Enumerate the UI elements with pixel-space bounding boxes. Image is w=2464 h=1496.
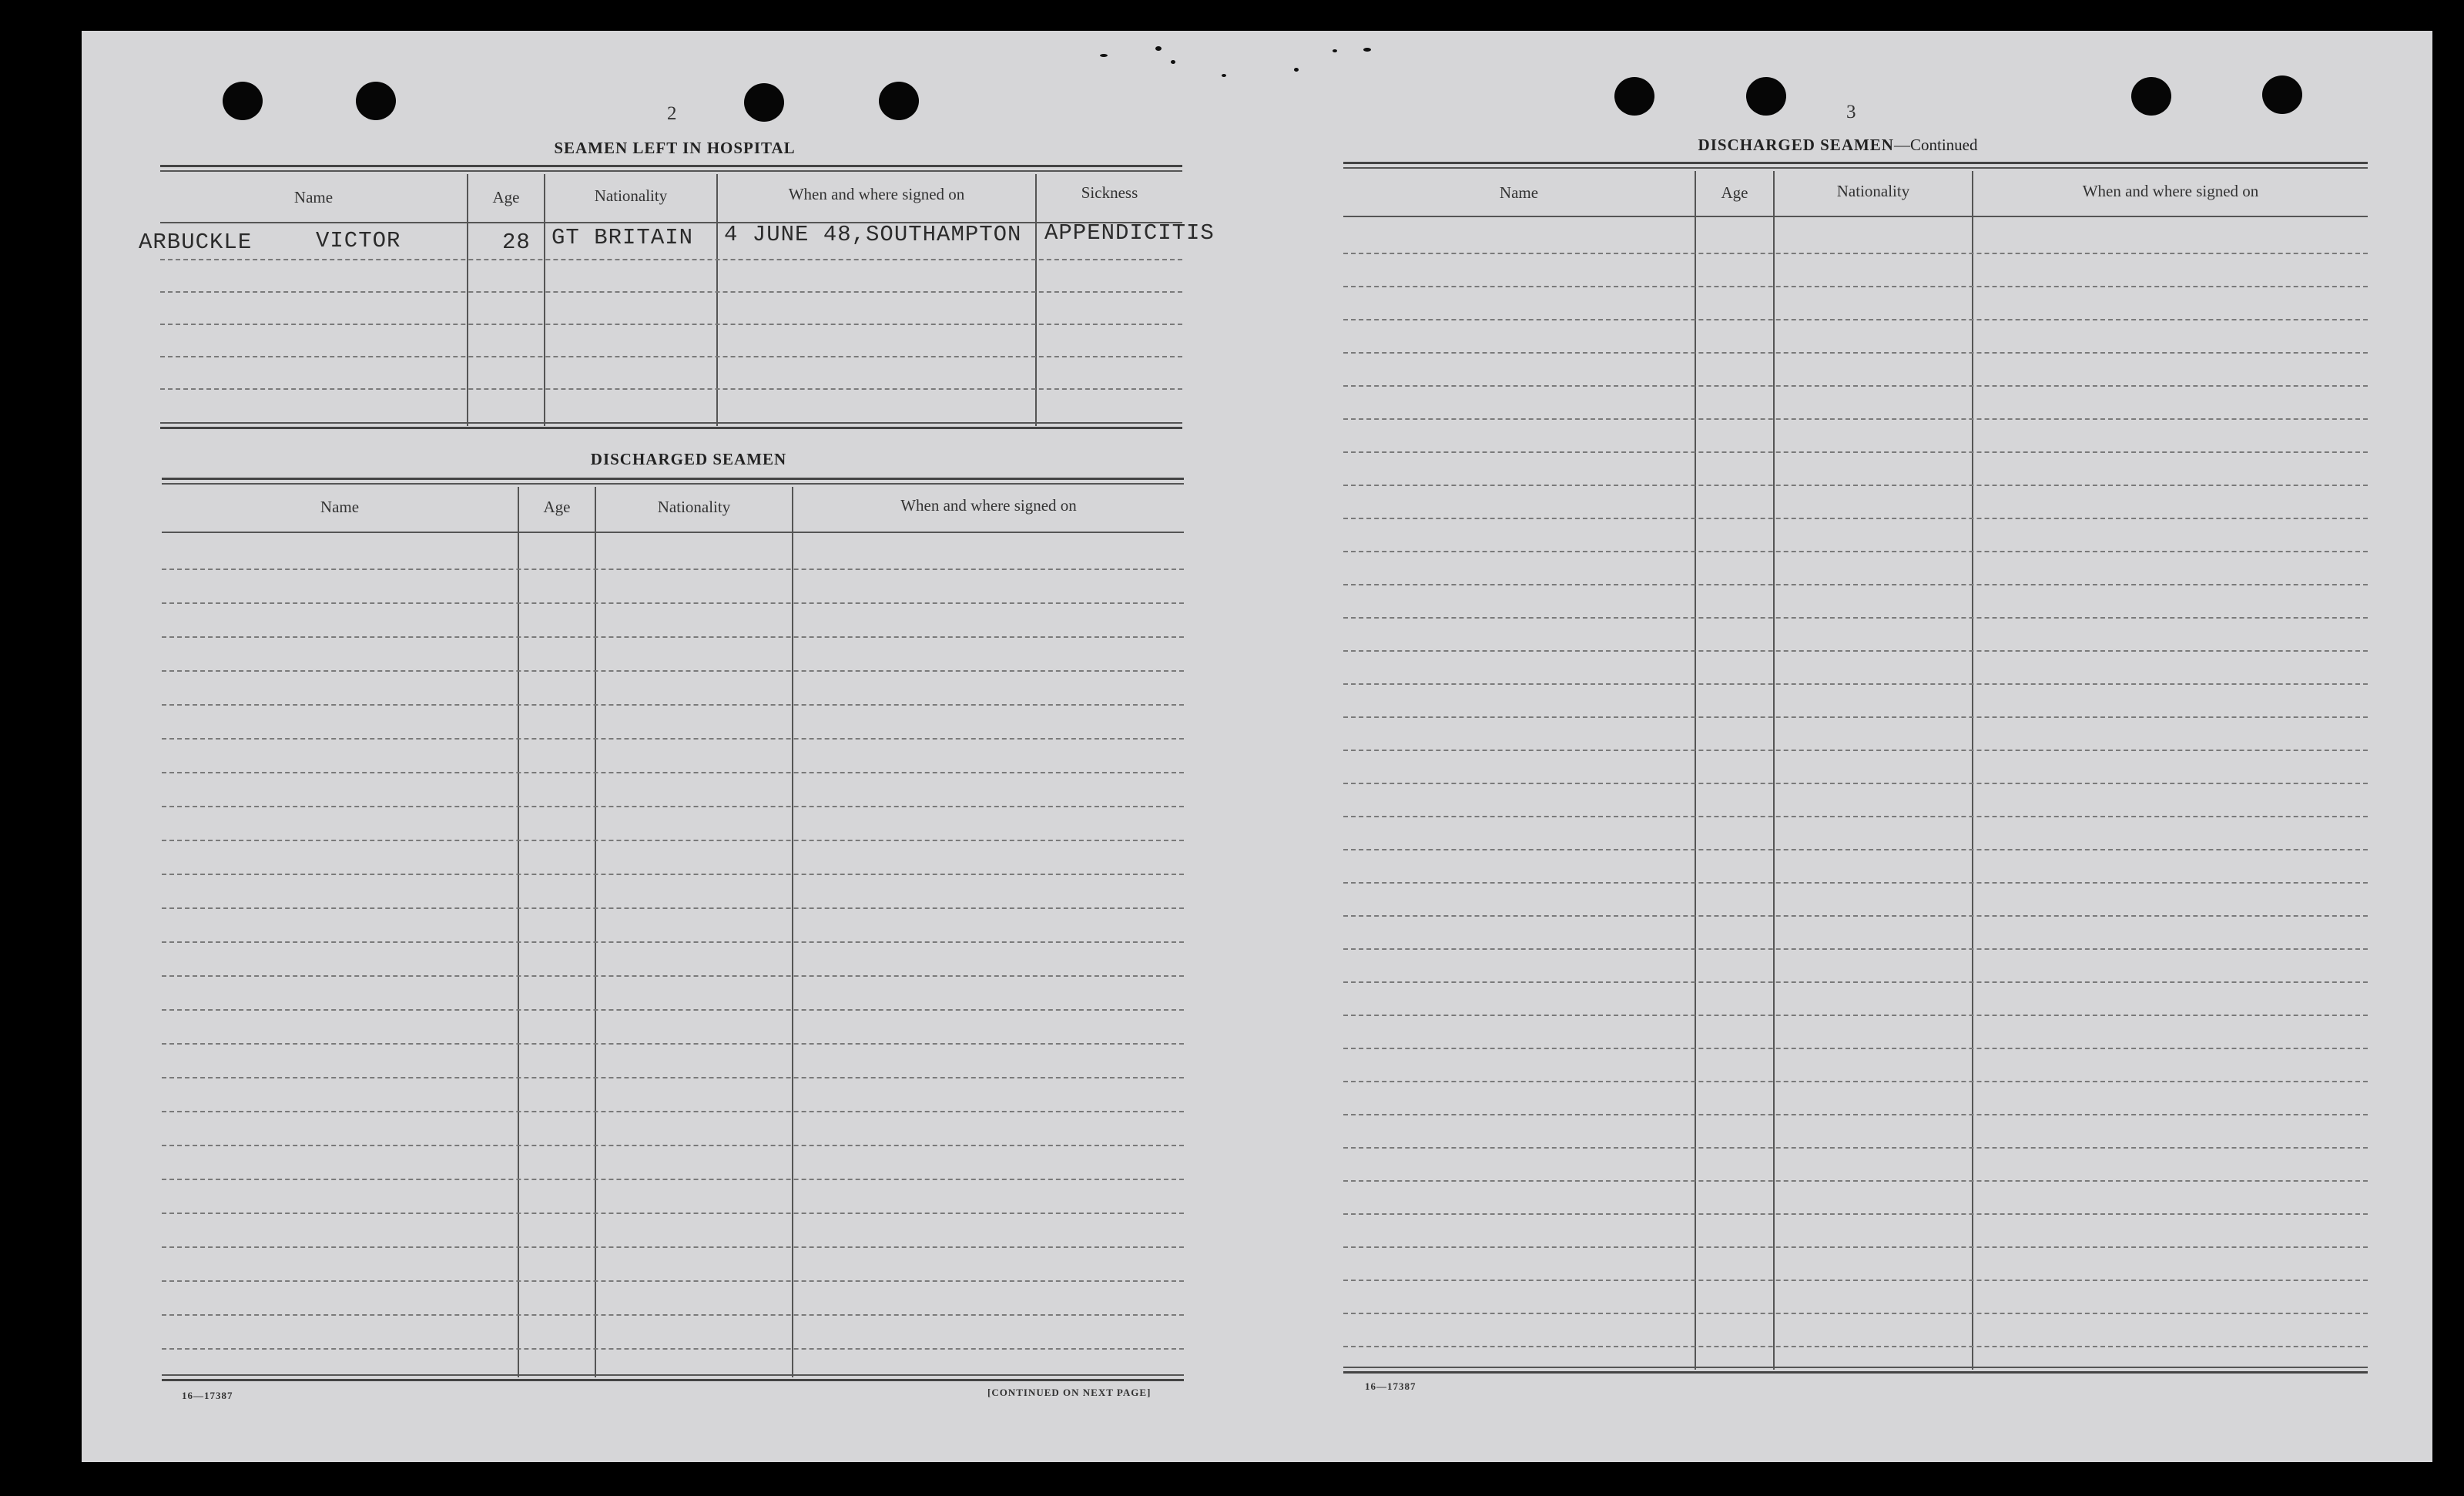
page-number-left: 2 <box>667 103 677 124</box>
discharged-col-name: Name <box>320 498 360 516</box>
punch-hole <box>1746 77 1786 116</box>
ink-speck <box>1155 46 1162 51</box>
punch-hole <box>356 82 396 120</box>
hospital-entry-sickness: APPENDICITIS <box>1044 220 1215 246</box>
punch-hole <box>744 83 784 122</box>
hospital-entry-given-name: VICTOR <box>316 228 401 253</box>
hospital-entry-signed-on: 4 JUNE 48,SOUTHAMPTON <box>724 222 1022 247</box>
punch-hole <box>223 82 263 120</box>
ink-speck <box>1294 68 1299 72</box>
hospital-table <box>139 165 1215 431</box>
right-col-signed-on: When and where signed on <box>2082 182 2259 200</box>
ink-speck <box>1171 60 1175 64</box>
discharged-col-signed-on: When and where signed on <box>900 496 1077 515</box>
discharged-col-age: Age <box>543 498 571 516</box>
hospital-entry-surname: ARBUCKLE <box>139 230 253 255</box>
punch-hole <box>879 82 919 120</box>
punch-hole <box>2262 75 2302 114</box>
hospital-col-sickness: Sickness <box>1081 183 1138 202</box>
hospital-col-signed-on: When and where signed on <box>788 185 965 203</box>
right-section-title <box>1698 136 1978 155</box>
right-col-age: Age <box>1721 183 1748 202</box>
right-col-nationality: Nationality <box>1836 182 1910 200</box>
form-code-right: 16—17387 <box>1365 1380 1416 1392</box>
ink-speck <box>1100 54 1108 57</box>
hospital-col-age: Age <box>492 188 520 206</box>
right-section-title-suffix: —Continued <box>1893 136 1978 154</box>
right-col-name: Name <box>1499 183 1539 202</box>
form-code-left: 16—17387 <box>182 1390 233 1401</box>
hospital-section-title: SEAMEN LEFT IN HOSPITAL <box>554 139 796 157</box>
punch-hole <box>2131 77 2171 116</box>
page-number-right: 3 <box>1846 102 1856 122</box>
punch-hole <box>1614 77 1654 116</box>
hospital-col-nationality: Nationality <box>594 186 668 205</box>
discharged-col-nationality: Nationality <box>657 498 731 516</box>
hospital-entry-nationality: GT BRITAIN <box>551 225 694 250</box>
ink-speck <box>1222 74 1226 77</box>
hospital-col-name: Name <box>293 188 334 206</box>
ink-speck <box>1333 49 1337 52</box>
right-section-title-main: DISCHARGED SEAMEN <box>1698 136 1894 154</box>
ink-speck <box>1363 48 1371 52</box>
discharged-section-title: DISCHARGED SEAMEN <box>590 450 787 468</box>
hospital-entry-age: 28 <box>502 230 531 255</box>
continued-note: [CONTINUED ON NEXT PAGE] <box>987 1387 1152 1398</box>
discharged-table-left <box>162 478 1184 1382</box>
discharged-table-right <box>1343 162 2368 1374</box>
